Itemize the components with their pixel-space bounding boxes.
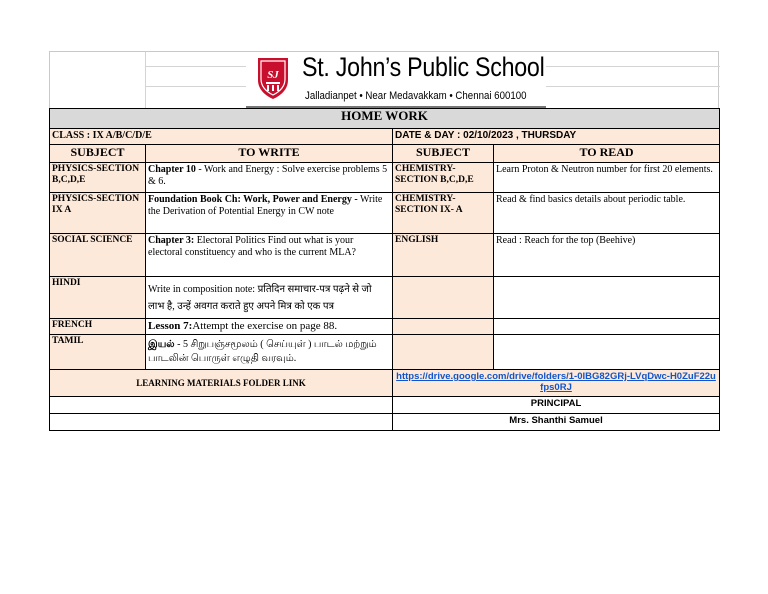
subject-cell: HINDI bbox=[50, 277, 146, 319]
table-row bbox=[50, 335, 720, 370]
subject-cell: TAMIL bbox=[50, 335, 146, 370]
principal-name: Mrs. Shanthi Samuel bbox=[393, 414, 720, 431]
write-cell-text: - Work and Energy : Solve exercise problems 5 & 6. bbox=[148, 164, 388, 187]
column-header-subject-read: SUBJECT bbox=[393, 145, 494, 163]
class-label: CLASS : IX A/B/C/D/E bbox=[50, 129, 393, 145]
page-title: HOME WORK bbox=[50, 109, 720, 129]
write-cell-bold: Chapter 3: bbox=[148, 235, 195, 246]
learning-materials-link[interactable]: https://drive.google.com/drive/folders/1-0IBG82GRj-LVqDwc-H0ZuF22ufps0RJ bbox=[393, 370, 720, 397]
school-logo-block bbox=[246, 52, 546, 108]
column-header-to-read: TO READ bbox=[494, 145, 720, 163]
write-cell-bold: Chapter 10 bbox=[148, 164, 196, 175]
read-cell: Learn Proton & Neutron number for first 20 elements. bbox=[494, 163, 720, 193]
read-subject-cell: CHEMISTRY-SECTION B,C,D,E bbox=[393, 163, 494, 193]
write-cell-text: Electoral Politics Find out what is your electoral constituency and who is the current MLA? bbox=[148, 235, 356, 258]
subject-cell: FRENCH bbox=[50, 319, 146, 335]
column-header-subject: SUBJECT bbox=[50, 145, 146, 163]
principal-title: PRINCIPAL bbox=[393, 397, 720, 414]
read-subject-cell: ENGLISH bbox=[393, 234, 494, 277]
write-cell bbox=[146, 335, 393, 370]
school-address: Jalladianpet • Near Medavakkam • Chennai 600100 bbox=[305, 90, 527, 102]
empty-cell bbox=[50, 397, 393, 414]
column-header-to-write: TO WRITE bbox=[146, 145, 393, 163]
read-subject-cell bbox=[393, 277, 494, 319]
write-cell bbox=[146, 319, 393, 335]
table-row bbox=[50, 319, 720, 335]
subject-cell: PHYSICS-SECTION IX A bbox=[50, 193, 146, 234]
read-subject-cell: CHEMISTRY-SECTION IX- A bbox=[393, 193, 494, 234]
school-name: St. John’s Public School bbox=[302, 52, 545, 82]
subject-cell: PHYSICS-SECTION B,C,D,E bbox=[50, 163, 146, 193]
read-cell bbox=[494, 335, 720, 370]
svg-text:SJ: SJ bbox=[267, 69, 279, 81]
letterhead bbox=[49, 51, 719, 108]
school-crest-icon bbox=[256, 56, 290, 100]
write-cell-text: Attempt the exercise on page 88. bbox=[192, 320, 338, 332]
read-cell bbox=[494, 319, 720, 335]
subject-cell: SOCIAL SCIENCE bbox=[50, 234, 146, 277]
write-cell-text: Write in composition note: प्रतिदिन समाचार-पत्र पढ़ने से जो लाभ है, उन्हें अवगत कराते हुए अपने मित्र को एक पत्र bbox=[148, 284, 372, 312]
write-cell bbox=[146, 163, 393, 193]
learning-materials-label: LEARNING MATERIALS FOLDER LINK bbox=[50, 370, 393, 397]
write-cell-bold: Lesson 7: bbox=[148, 320, 193, 332]
write-cell bbox=[146, 193, 393, 234]
read-subject-cell bbox=[393, 319, 494, 335]
table-row bbox=[50, 234, 720, 277]
table-row bbox=[50, 277, 720, 319]
read-cell: Read : Reach for the top (Beehive) bbox=[494, 234, 720, 277]
write-cell-bold: இயல் bbox=[148, 339, 175, 350]
write-cell-text: Write the Derivation of Potential Energy in CW note bbox=[148, 194, 383, 217]
read-subject-cell bbox=[393, 335, 494, 370]
write-cell-text: - 5 சிறுபஞ்சமூலம் ( செய்யுள் ) பாடல் மற்றும் பாடலின் பொருள் எழுதி வரவும். bbox=[148, 339, 377, 364]
date-label: DATE & DAY : 02/10/2023 , THURSDAY bbox=[393, 129, 720, 145]
write-cell-bold: Foundation Book Ch: Work, Power and Energy - bbox=[148, 194, 358, 205]
write-cell bbox=[146, 277, 393, 319]
table-row bbox=[50, 163, 720, 193]
empty-cell bbox=[50, 414, 393, 431]
read-cell bbox=[494, 277, 720, 319]
write-cell bbox=[146, 234, 393, 277]
table-row bbox=[50, 193, 720, 234]
read-cell: Read & find basics details about periodic table. bbox=[494, 193, 720, 234]
homework-table bbox=[49, 108, 720, 431]
homework-sheet bbox=[49, 51, 719, 431]
